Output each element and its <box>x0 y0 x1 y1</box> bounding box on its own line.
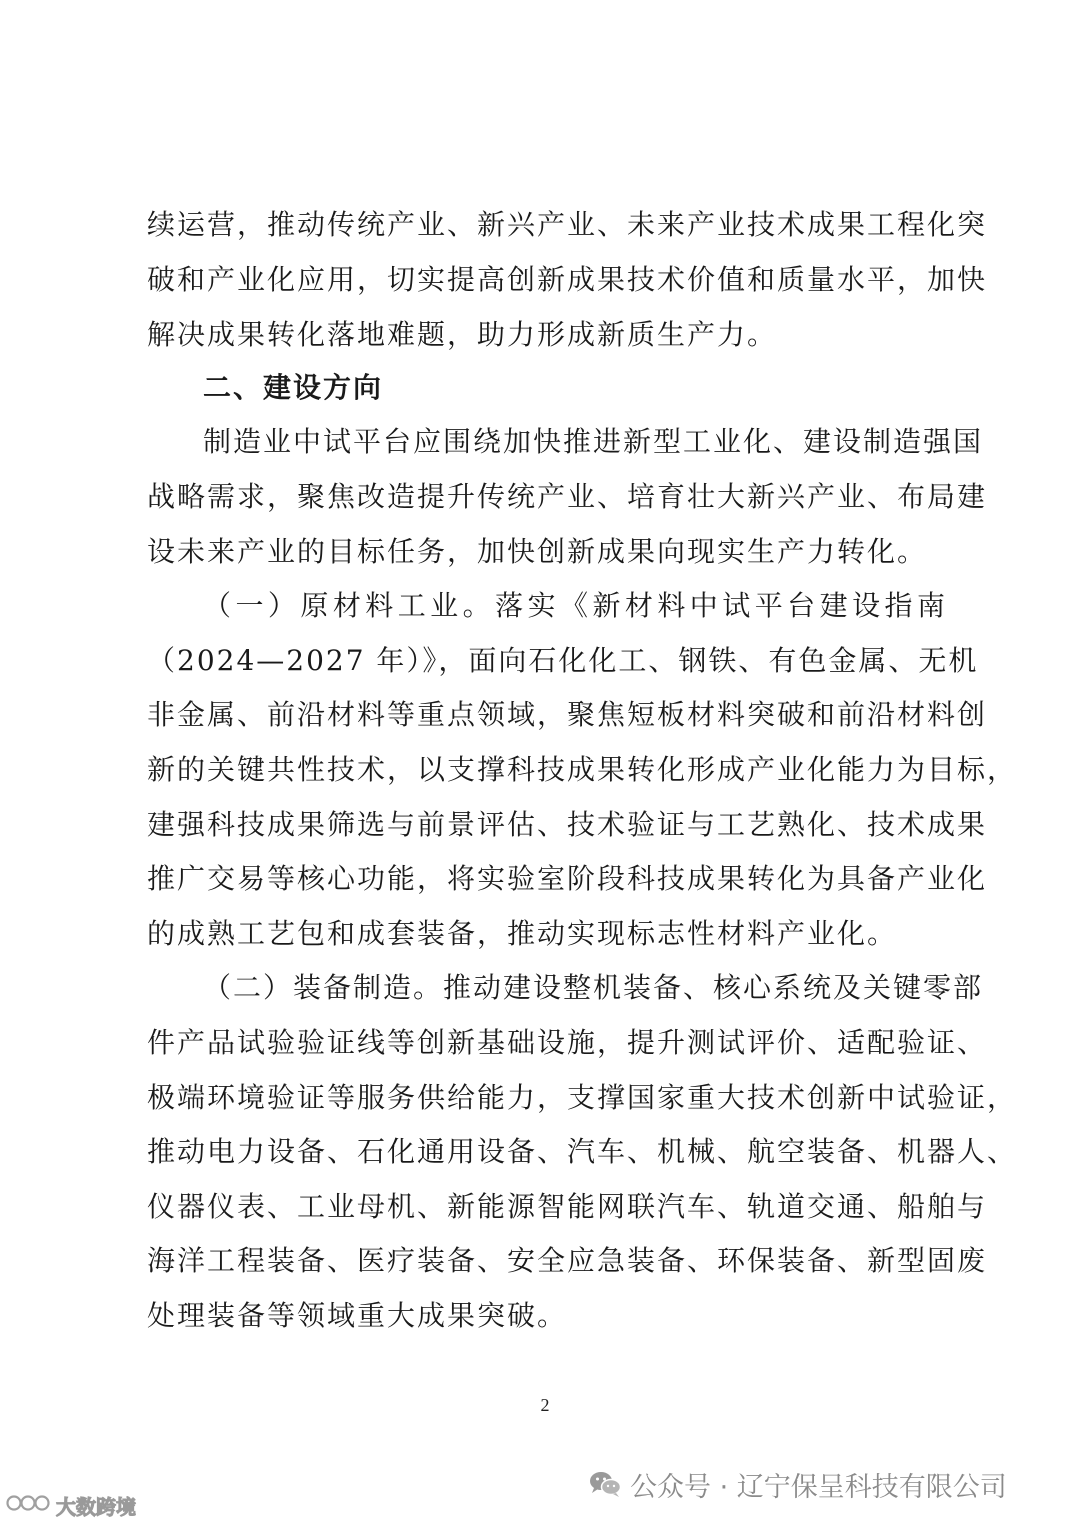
page-number: 2 <box>540 1395 550 1415</box>
body-text-line: 续运营，推动传统产业、新兴产业、未来产业技术成果工程化突 <box>147 208 988 241</box>
brand-watermark <box>6 1490 136 1520</box>
body-text-line: 设未来产业的目标任务，加快创新成果向现实生产力转化。 <box>147 535 928 568</box>
body-text-line: 解决成果转化落地难题，助力形成新质生产力。 <box>147 318 778 351</box>
account-watermark-text: 公众号 · 辽宁保呈科技有限公司 <box>630 1471 1007 1503</box>
wechat-icon <box>588 1469 622 1499</box>
body-text-line: 件产品试验验证线等创新基础设施，提升测试评价、适配验证、 <box>147 1026 988 1059</box>
body-text-line: 推广交易等核心功能，将实验室阶段科技成果转化为具备产业化 <box>147 862 988 895</box>
body-text-line: 处理装备等领域重大成果突破。 <box>147 1299 568 1332</box>
paragraph-first-line: （二）装备制造。推动建设整机装备、核心系统及关键零部 <box>203 971 984 1004</box>
body-text-line: 建强科技成果筛选与前景评估、技术验证与工艺熟化、技术成果 <box>147 808 988 841</box>
brand-logo-icon <box>6 1491 52 1520</box>
body-text-line: （2024—2027 年）》，面向石化化工、钢铁、有色金属、无机 <box>147 644 979 677</box>
body-text-line: 新的关键共性技术，以支撑科技成果转化形成产业化能力为目标， <box>147 753 1018 786</box>
section-heading: 二、建设方向 <box>203 371 384 404</box>
body-text-line: 破和产业化应用，切实提高创新成果技术价值和质量水平，加快 <box>147 263 988 296</box>
paragraph-first-line: （一）原材料工业。落实《新材料中试平台建设指南 <box>203 589 947 622</box>
account-watermark <box>588 1462 1007 1506</box>
body-text-line: 非金属、前沿材料等重点领域，聚焦短板材料突破和前沿材料创 <box>147 698 988 731</box>
body-text-line: 战略需求，聚焦改造提升传统产业、培育壮大新兴产业、布局建 <box>147 480 988 513</box>
body-text-line: 海洋工程装备、医疗装备、安全应急装备、环保装备、新型固废 <box>147 1244 988 1277</box>
body-text-line: 的成熟工艺包和成套装备，推动实现标志性材料产业化。 <box>147 917 898 950</box>
body-text-line: 推动电力设备、石化通用设备、汽车、机械、航空装备、机器人、 <box>147 1135 1018 1168</box>
body-text-line: 仪器仪表、工业母机、新能源智能网联汽车、轨道交通、船舶与 <box>147 1190 988 1223</box>
paragraph-first-line: 制造业中试平台应围绕加快推进新型工业化、建设制造强国 <box>203 425 984 458</box>
body-text-line: 极端环境验证等服务供给能力，支撑国家重大技术创新中试验证， <box>147 1081 1018 1114</box>
brand-watermark-text: 大数跨境 <box>56 1494 136 1519</box>
